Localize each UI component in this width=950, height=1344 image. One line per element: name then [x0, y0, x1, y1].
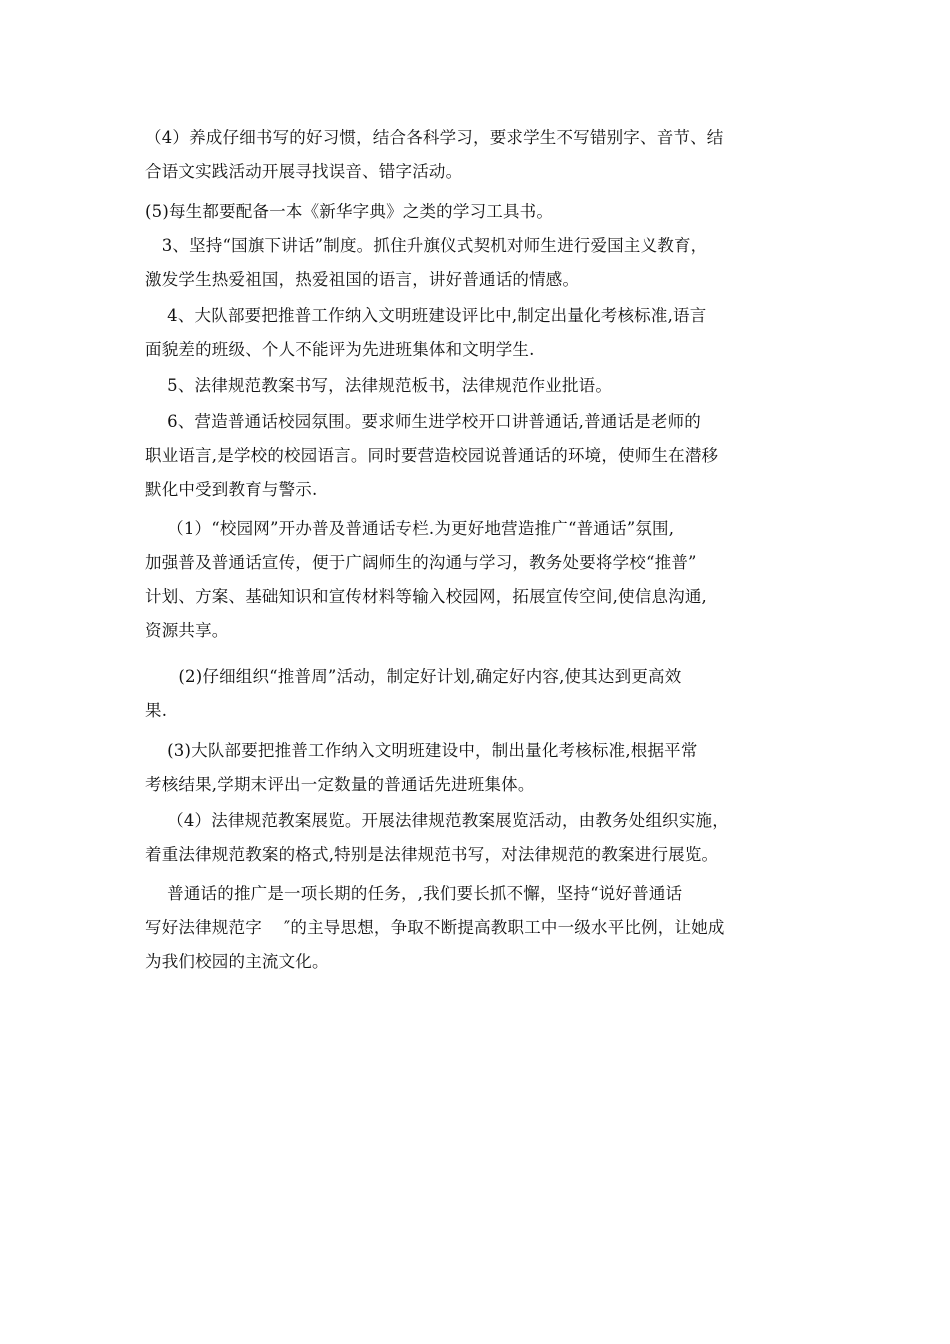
text-line: （1）“校园网”开办普及普通话专栏.为更好地营造推广“普通话”氛围, — [145, 519, 675, 538]
paragraph-flag-speech — [145, 229, 810, 297]
paragraph-campus-network — [145, 512, 810, 648]
paragraph-brigade-assessment — [145, 734, 810, 802]
text-line: 资源共享。 — [145, 621, 229, 640]
text-line: 计划、方案、基础知识和宣传材料等输入校园网，拓展宣传空间,使信息沟通, — [145, 587, 707, 606]
text-line: 面貌差的班级、个人不能评为先进班集体和文明学生. — [145, 340, 535, 359]
text-line: 合语文实践活动开展寻找误音、错字活动。 — [145, 162, 463, 181]
text-line: (5)每生都要配备一本《新华字典》之类的学习工具书。 — [145, 202, 554, 221]
paragraph-lesson-plan-exhibition — [145, 804, 810, 872]
text-line: 果. — [145, 701, 168, 720]
text-line: 激发学生热爱祖国，热爱祖国的语言，讲好普通话的情感。 — [145, 270, 580, 289]
paragraph-item-4-writing-habits — [145, 121, 810, 189]
paragraph-conclusion — [145, 877, 810, 979]
paragraph-standard-writing — [145, 369, 810, 403]
text-line: 为我们校园的主流文化。 — [145, 952, 329, 971]
paragraph-campus-atmosphere — [145, 405, 810, 507]
paragraph-brigade-evaluation — [145, 299, 810, 367]
text-line: 加强普及普通话宣传，便于广阔师生的沟通与学习，教务处要将学校“推普” — [145, 553, 697, 572]
text-line: 5、法律规范教案书写，法律规范板书，法律规范作业批语。 — [145, 376, 613, 395]
paragraph-item-5-dictionary — [145, 195, 810, 229]
text-line: 普通话的推广是一项长期的任务，,我们要长抓不懈，坚持“说好普通话 — [145, 884, 683, 903]
text-line: （4）养成仔细书写的好习惯，结合各科学习，要求学生不写错别字、音节、结 — [145, 128, 724, 147]
text-line: 3、坚持“国旗下讲话”制度。抓住升旗仪式契机对师生进行爱国主义教育， — [145, 236, 708, 255]
text-line: 写好法律规范字 ″的主导思想，争取不断提高教职工中一级水平比例，让她成 — [145, 918, 725, 937]
text-line: (2)仔细组织“推普周”活动，制定好计划,确定好内容,使其达到更高效 — [145, 667, 682, 686]
text-line: 考核结果,学期末评出一定数量的普通话先进班集体。 — [145, 775, 535, 794]
text-line: 着重法律规范教案的格式,特别是法律规范书写，对法律规范的教案进行展览。 — [145, 845, 719, 864]
paragraph-promotion-week — [145, 660, 810, 728]
text-line: 6、营造普通话校园氛围。要求师生进学校开口讲普通话,普通话是老师的 — [145, 412, 701, 431]
text-line: 职业语言,是学校的校园语言。同时要营造校园说普通话的环境，使师生在潜移 — [145, 446, 719, 465]
text-line: （4）法律规范教案展览。开展法律规范教案展览活动，由教务处组织实施， — [145, 811, 729, 830]
text-line: 默化中受到教育与警示. — [145, 480, 318, 499]
text-line: 4、大队部要把推普工作纳入文明班建设评比中,制定出量化考核标准,语言 — [145, 306, 707, 325]
text-line: (3)大队部要把推普工作纳入文明班建设中，制出量化考核标准,根据平常 — [145, 741, 698, 760]
